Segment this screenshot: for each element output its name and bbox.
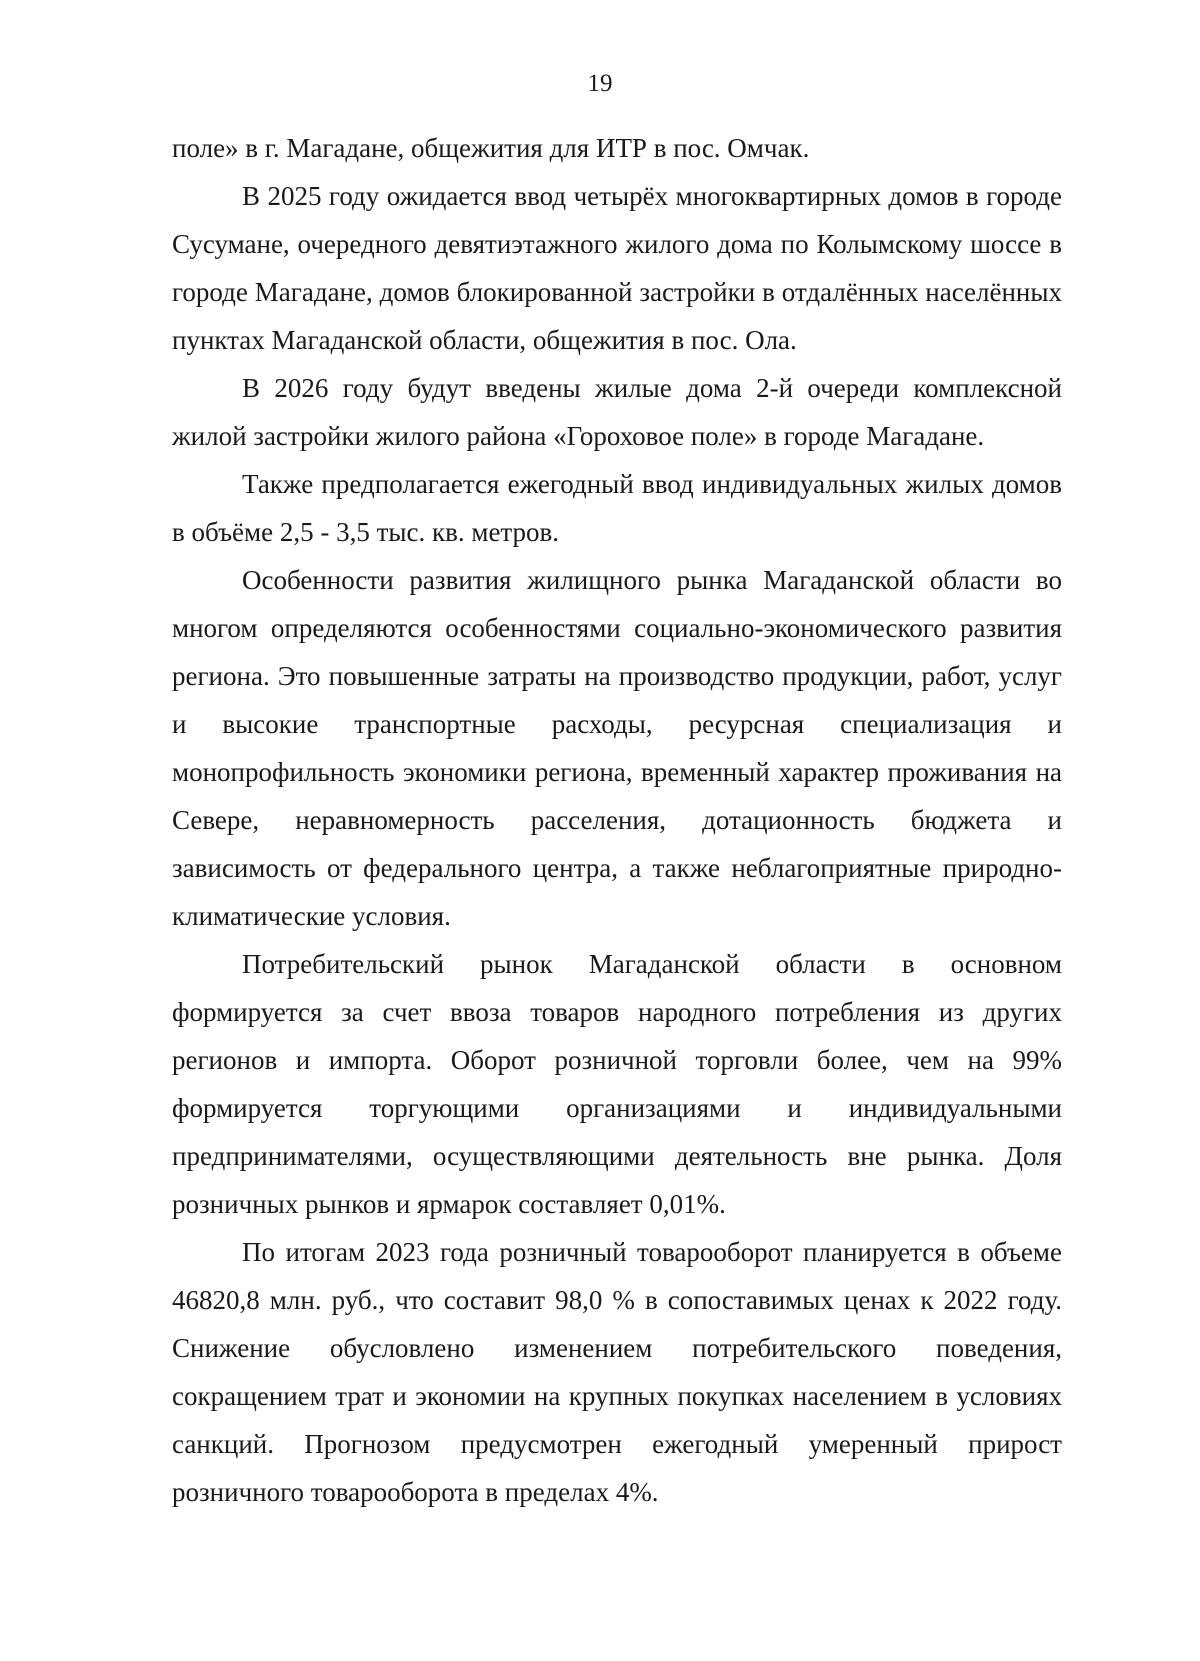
paragraph-consumer-market: Потребительский рынок Магаданской области в основном формируется за счет ввоза товаров народного потребления из других регионов и импорта. Оборот розничной торговли более, чем на 99% формируется торгующими организациями и индивидуальными предпринимателями, осуществляющими деятельность вне рынка. Доля розничных рынков и ярмарок составляет 0,01%. (172, 949, 1062, 1219)
paragraph-housing-2025: В 2025 году ожидается ввод четырёх многоквартирных домов в городе Сусумане, очередного девятиэтажного жилого дома по Колымскому шоссе в городе Магадане, домов блокированной застройки в отдалённых населённых пунктах Магаданской области, общежития в пос. Ола. (172, 181, 1062, 355)
paragraph-housing-market-features: Особенности развития жилищного рынка Магаданской области во многом определяются особенностями социально-экономического развития региона. Это повышенные затраты на производство продукции, работ, услуг и высокие транспортные расходы, ресурсная специализация и монопрофильность экономики региона, временный характер проживания на Севере, неравномерность расселения, дотационность бюджета и зависимость от федерального центра, а также неблагоприятные природно-климатические условия. (172, 565, 1062, 931)
document-body (172, 124, 1062, 1516)
page-number: 19 (587, 70, 613, 97)
paragraph-housing-2026: В 2026 году будут введены жилые дома 2-й очереди комплексной жилой застройки жилого района «Гороховое поле» в городе Магадане. (172, 373, 1062, 451)
paragraph-continuation: поле» в г. Магадане, общежития для ИТР в пос. Омчак. (172, 133, 810, 163)
paragraph-retail-turnover-2023: По итогам 2023 года розничный товарооборот планируется в объеме 46820,8 млн. руб., что составит 98,0 % в сопоставимых ценах к 2022 году. Снижение обусловлено изменением потребительского поведения, сокращением трат и экономии на крупных покупках населением в условиях санкций. Прогнозом предусмотрен ежегодный умеренный прирост розничного товарооборота в пределах 4%. (172, 1237, 1062, 1507)
paragraph-individual-housing: Также предполагается ежегодный ввод индивидуальных жилых домов в объёме 2,5 - 3,5 тыс. кв. метров. (172, 469, 1062, 547)
